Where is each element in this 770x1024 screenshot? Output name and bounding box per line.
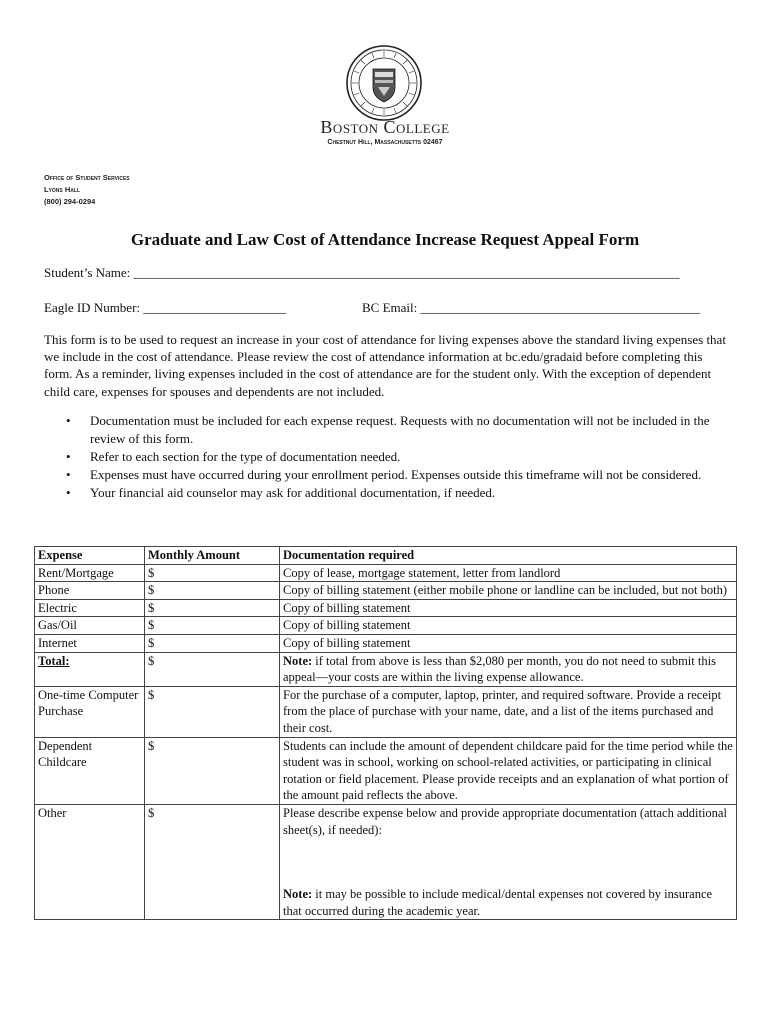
instruction-item: • Documentation must be included for each expense request. Requests with no documentation will not be included in the review of this form. xyxy=(44,412,734,448)
doc-cell: Copy of lease, mortgage statement, letter from landlord xyxy=(280,564,737,582)
doc-cell: Copy of billing statement (either mobile phone or landline can be included, but not both) xyxy=(280,582,737,600)
header-documentation: Documentation required xyxy=(280,547,737,565)
table-row xyxy=(35,686,737,737)
note-text: if total from above is less than $2,080 per month, you do not need to submit this appeal—your costs are within the living expense allowance. xyxy=(283,653,716,685)
expense-table xyxy=(34,546,737,920)
office-block xyxy=(44,172,130,208)
amount-cell[interactable]: $ xyxy=(145,737,280,804)
amount-cell[interactable]: $ xyxy=(145,652,280,686)
student-name-line[interactable] xyxy=(44,265,680,281)
other-description-space[interactable] xyxy=(283,838,733,886)
expense-cell xyxy=(35,652,145,686)
intro-paragraph: This form is to be used to request an increase in your cost of attendance for living expenses above the standard living expenses that we include in the cost of attendance. Please review the cost of attendance information at bc.edu/gradaid before completing this form. As a reminder, living expenses included in the cost of attendance are for the student only. With the exception of dependent child care, expenses for spouses and dependents are not included. xyxy=(44,332,726,399)
amount-cell[interactable]: $ xyxy=(145,582,280,600)
amount-cell[interactable]: $ xyxy=(145,564,280,582)
table-header-row xyxy=(35,547,737,565)
instruction-item: • Your financial aid counselor may ask for additional documentation, if needed. xyxy=(44,484,734,502)
eagle-id-label: Eagle ID Number: xyxy=(44,300,141,315)
table-row xyxy=(35,634,737,652)
office-name: Office of Student Services xyxy=(44,173,130,182)
table-row xyxy=(35,617,737,635)
amount-cell[interactable]: $ xyxy=(145,634,280,652)
bc-email-field[interactable]: ___________________________________________ xyxy=(420,300,700,315)
instruction-item: • Expenses must have occurred during your enrollment period. Expenses outside this timeframe will not be considered. xyxy=(44,466,734,484)
eagle-id-field[interactable]: ______________________ xyxy=(143,300,287,315)
table-row xyxy=(35,582,737,600)
student-name-label: Student’s Name: xyxy=(44,265,131,280)
doc-cell: Copy of billing statement xyxy=(280,634,737,652)
amount-cell[interactable]: $ xyxy=(145,686,280,737)
expense-cell: Internet xyxy=(35,634,145,652)
instruction-list xyxy=(44,412,734,502)
expense-cell: One-time Computer Purchase xyxy=(35,686,145,737)
office-phone: (800) 294-0294 xyxy=(44,197,96,206)
office-building: Lyons Hall xyxy=(44,185,80,194)
bc-email-line[interactable] xyxy=(362,300,700,316)
expense-cell: Gas/Oil xyxy=(35,617,145,635)
amount-cell[interactable]: $ xyxy=(145,617,280,635)
expense-cell: Electric xyxy=(35,599,145,617)
bc-email-label: BC Email: xyxy=(362,300,418,315)
doc-cell: Students can include the amount of dependent childcare paid for the time period while the student was in school, working on school-related activities, or participating in clinical rotation or field placement. Please provide receipts and an explanation of what portion of the amount paid reflects the above. xyxy=(280,737,737,804)
boston-college-seal-icon xyxy=(346,45,422,121)
doc-cell xyxy=(280,804,737,919)
student-name-field[interactable]: ____________________________________________________________________________________ xyxy=(133,265,680,280)
instruction-item: • Refer to each section for the type of documentation needed. xyxy=(44,448,734,466)
note-label: Note: xyxy=(283,887,313,902)
college-address: Chestnut Hill, Massachusetts 02467 xyxy=(327,139,443,146)
header-expense: Expense xyxy=(35,547,145,565)
table-row xyxy=(35,599,737,617)
table-row xyxy=(35,652,737,686)
form-title: Graduate and Law Cost of Attendance Increase Request Appeal Form xyxy=(130,230,640,249)
header-monthly-amount: Monthly Amount xyxy=(145,547,280,565)
table-row xyxy=(35,737,737,804)
expense-cell: Dependent Childcare xyxy=(35,737,145,804)
table-row xyxy=(35,804,737,919)
note-label: Note: xyxy=(283,653,313,668)
amount-cell[interactable]: $ xyxy=(145,804,280,919)
total-label: Total: xyxy=(38,653,70,668)
amount-cell[interactable]: $ xyxy=(145,599,280,617)
college-name: Boston College xyxy=(320,117,450,137)
expense-cell: Other xyxy=(35,804,145,919)
eagle-id-line[interactable] xyxy=(44,300,286,316)
table-row xyxy=(35,564,737,582)
expense-cell: Phone xyxy=(35,582,145,600)
other-instructions: Please describe expense below and provide appropriate documentation (attach additional sheet(s), if needed): xyxy=(283,805,727,837)
note-text: it may be possible to include medical/dental expenses not covered by insurance that occurred during the academic year. xyxy=(283,887,713,918)
doc-cell: Copy of billing statement xyxy=(280,617,737,635)
other-note xyxy=(283,886,733,919)
doc-cell: For the purchase of a computer, laptop, printer, and required software. Provide a receipt from the place of purchase with your name, date, and a list of the items purchased and their cost. xyxy=(280,686,737,737)
doc-cell: Copy of billing statement xyxy=(280,599,737,617)
doc-cell xyxy=(280,652,737,686)
expense-cell: Rent/Mortgage xyxy=(35,564,145,582)
